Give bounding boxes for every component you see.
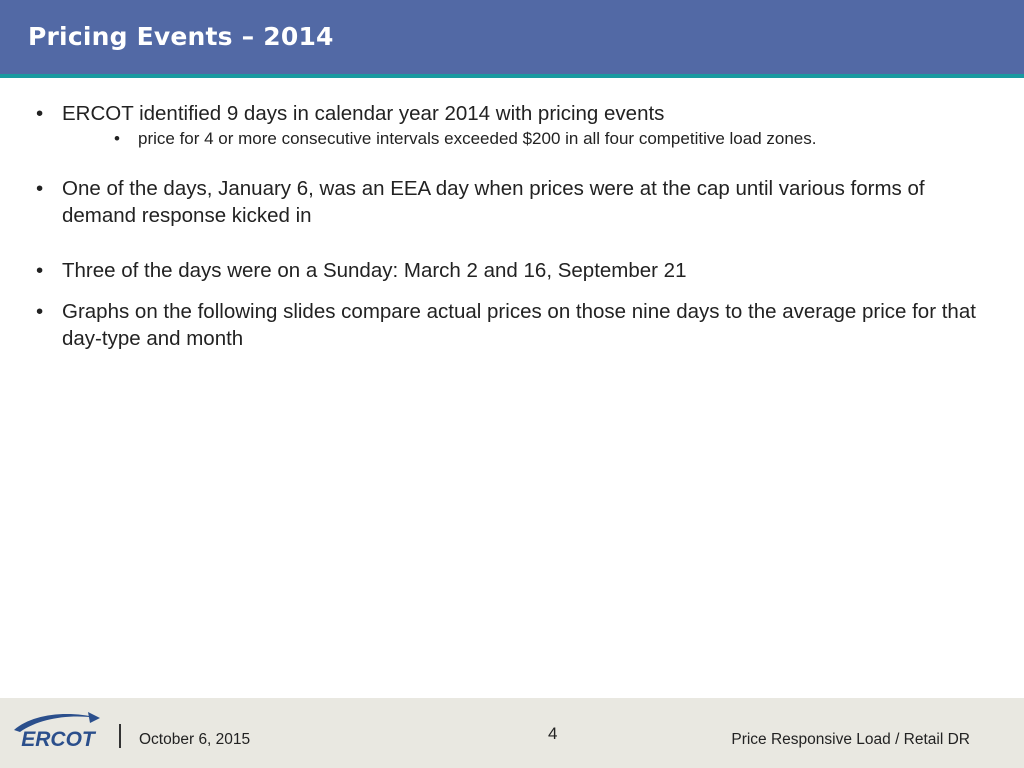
- bullet-icon: •: [36, 259, 44, 282]
- bullet-item: [36, 175, 996, 229]
- ercot-logo-icon: [10, 708, 106, 752]
- footer-divider: [119, 724, 121, 748]
- bullet-icon: •: [36, 300, 44, 323]
- sub-bullet-text: price for 4 or more consecutive intervals exceeded $200 in all four competitive load zones.: [138, 129, 817, 148]
- bullet-icon: •: [114, 129, 120, 148]
- bullet-text: One of the days, January 6, was an EEA day when prices were at the cap until various forms of demand response kicked in: [62, 177, 925, 227]
- footer-date: October 6, 2015: [139, 731, 251, 748]
- page-number: 4: [548, 724, 558, 743]
- bullet-text: Graphs on the following slides compare actual prices on those nine days to the average price for that day-type and month: [62, 300, 976, 350]
- presentation-title: Price Responsive Load / Retail DR: [731, 731, 970, 748]
- logo-text: ERCOT: [21, 728, 95, 751]
- bullet-icon: •: [36, 102, 44, 125]
- slide-title: Pricing Events – 2014: [28, 22, 334, 51]
- bullet-text: ERCOT identified 9 days in calendar year 2014 with pricing events: [62, 102, 665, 125]
- title-bar-rule: [0, 74, 1024, 78]
- bullet-icon: •: [36, 177, 44, 200]
- bullet-item: [36, 257, 996, 284]
- bullet-item: [36, 100, 996, 127]
- bullet-item: [36, 298, 996, 352]
- bullet-text: Three of the days were on a Sunday: March 2 and 16, September 21: [62, 259, 687, 282]
- sub-bullet-item: [114, 128, 994, 150]
